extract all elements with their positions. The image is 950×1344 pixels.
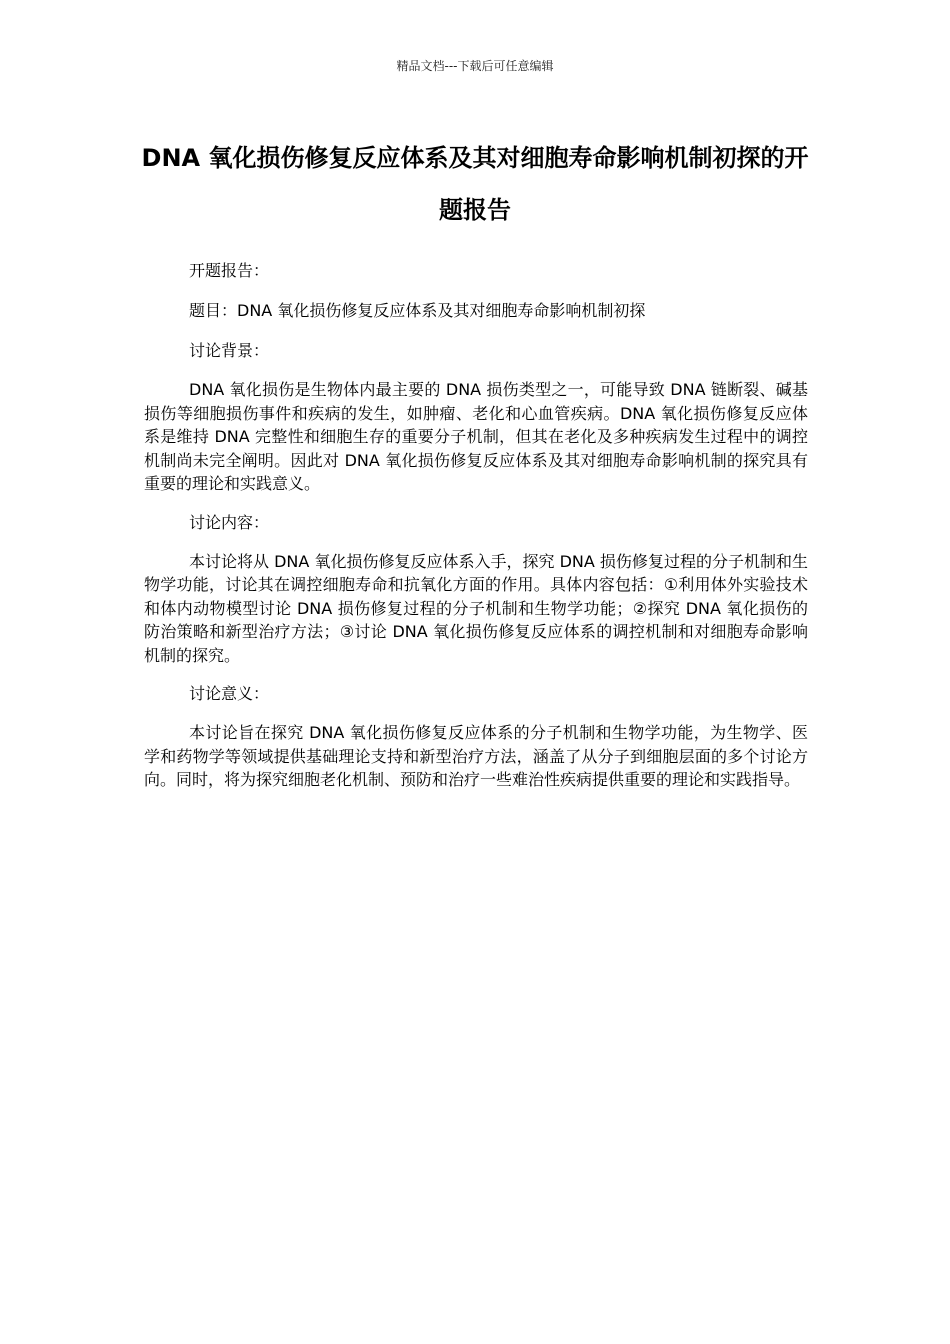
content-heading: 讨论内容： bbox=[189, 512, 270, 532]
content-paragraph: 本讨论将从 DNA 氧化损伤修复反应体系入手，探究 DNA 损伤修复过程的分子机制和生物学功能，讨论其在调控细胞寿命和抗氧化方面的作用。具体内容包括：①利用体外实验技术和体内动物模型讨论 DNA 损伤修复过程的分子机制和生物学功能；②探究 DNA 氧化损伤的防治策略和新型治疗方法；③讨论 DNA 氧化损伤修复反应体系的调控机制和对细胞寿命影响机制的探究。 bbox=[144, 551, 808, 665]
background-paragraph: DNA 氧化损伤是生物体内最主要的 DNA 损伤类型之一，可能导致 DNA 链断裂、碱基损伤等细胞损伤事件和疾病的发生，如肿瘤、老化和心血管疾病。DNA 氧化损伤修复反应体系是维持 DNA 完整性和细胞生存的重要分子机制，但其在老化及多种疾病发生过程中的调控机制尚未完全阐明。因此对 DNA 氧化损伤修复反应体系及其对细胞寿命影响机制的探究具有重要的理论和实践意义。 bbox=[144, 380, 808, 493]
significance-heading: 讨论意义： bbox=[189, 684, 270, 703]
document-title: DNA 氧化损伤修复反应体系及其对细胞寿命影响机制初探的开题报告 bbox=[141, 144, 809, 224]
header-note: 精品文档---下载后可任意编辑 bbox=[396, 59, 554, 73]
significance-paragraph: 本讨论旨在探究 DNA 氧化损伤修复反应体系的分子机制和生物学功能，为生物学、医学和药物学等领域提供基础理论支持和新型治疗方法，涵盖了从分子到细胞层面的多个讨论方向。同时，将为探究细胞老化机制、预防和治疗一些难治性疾病提供重要的理论和实践指导。 bbox=[144, 723, 808, 789]
document-body bbox=[144, 258, 808, 806]
background-heading: 讨论背景： bbox=[189, 341, 270, 360]
topic-line: 题目：DNA 氧化损伤修复反应体系及其对细胞寿命影响机制初探 bbox=[189, 301, 646, 320]
report-label: 开题报告： bbox=[189, 261, 270, 280]
